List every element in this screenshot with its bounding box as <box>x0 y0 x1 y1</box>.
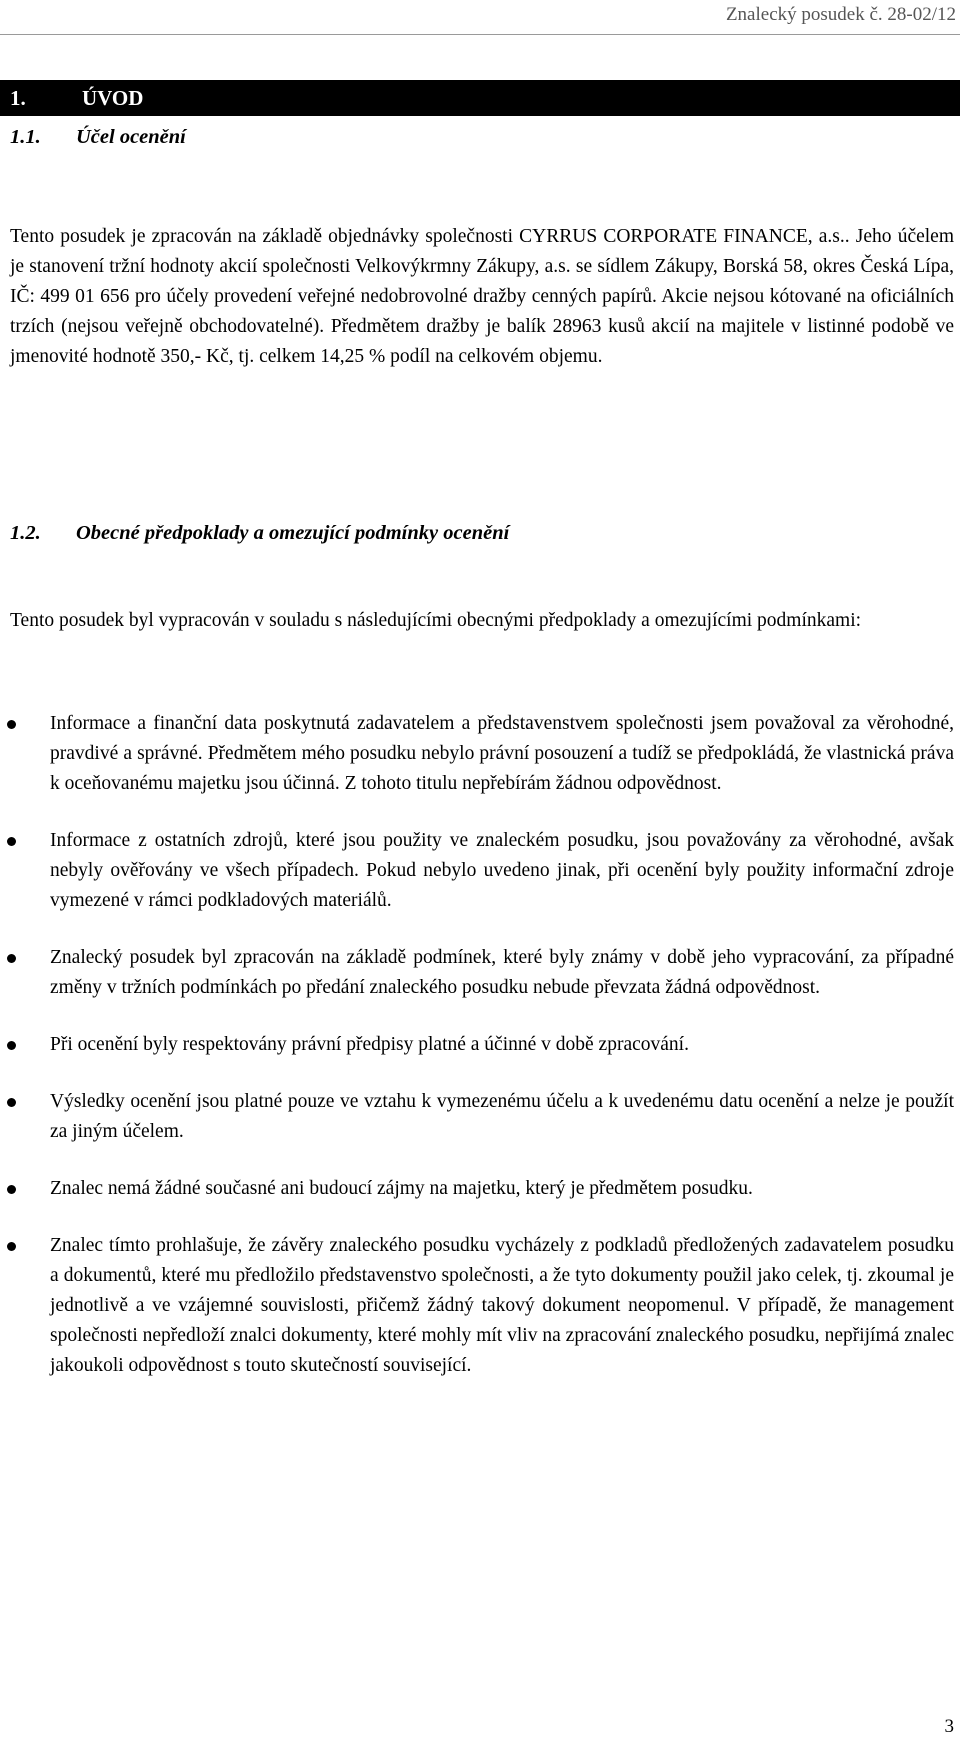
bullet-icon <box>7 837 16 846</box>
subsection-title: Obecné předpoklady a omezující podmínky ocenění <box>76 522 510 544</box>
list-item-text: Znalec nemá žádné současné ani budoucí zájmy na majetku, který je předmětem posudku. <box>50 1178 753 1199</box>
list-item-text: Výsledky ocenění jsou platné pouze ve vztahu k vymezenému účelu a k uvedenému datu ocenění a nelze je použít za jiným účelem. <box>50 1091 954 1142</box>
bullet-icon <box>7 720 16 729</box>
list-item <box>0 943 954 1003</box>
list-item-text: Při ocenění byly respektovány právní předpisy platné a účinné v době zpracování. <box>50 1034 689 1055</box>
assumptions-intro-paragraph: Tento posudek byl vypracován v souladu s následujícími obecnými předpoklady a omezujícími podmínkami: <box>10 610 862 631</box>
list-item <box>0 1087 954 1147</box>
list-item <box>0 1231 954 1381</box>
section-heading-bar <box>0 80 960 116</box>
list-item <box>0 709 954 799</box>
page-header: Znalecký posudek č. 28-02/12 <box>725 4 956 25</box>
list-item <box>0 1174 954 1204</box>
section-number: 1. <box>10 86 26 110</box>
list-item-text: Znalecký posudek byl zpracován na základě podmínek, které byly známy v době jeho vypracování, za případné změny v tržních podmínkách po předání znaleckého posudku nebude převzata žádná odpovědnost. <box>50 947 954 998</box>
subsection-title: Účel ocenění <box>76 126 186 148</box>
purpose-paragraph: Tento posudek je zpracován na základě objednávky společnosti CYRRUS CORPORATE FINANCE, a.s.. Jeho účelem je stanovení tržní hodnoty akcií společnosti Velkovýkrmny Zákupy, a.s. se sídlem Zákupy, Borská 58, okres Česká Lípa, IČ: 499 01 656 pro účely provedení veřejné nedobrovolné dražby cenných papírů. Akcie nejsou kótované na oficiálních trzích (nejsou veřejně obchodovatelné). Předmětem dražby je balík 28963 kusů akcií na majitele v listinné podobě ve jmenovité hodnotě 350,- Kč, tj. celkem 14,25 % podíl na celkovém objemu. <box>10 226 954 367</box>
section-title: ÚVOD <box>82 86 144 110</box>
list-item <box>0 1030 954 1060</box>
list-item-text: Informace a finanční data poskytnutá zadavatelem a představenstvem společnosti jsem považoval za věrohodné, pravdivé a správné. Předmětem mého posudku nebylo právní posouzení a tudíž se předpokládá, že vlastnická práva k oceňovanému majetku jsou účinná. Z tohoto titulu nepřebírám žádnou odpovědnost. <box>50 713 954 794</box>
subsection-heading-2 <box>10 522 509 545</box>
assumptions-list <box>0 709 960 1408</box>
bullet-icon <box>7 1242 16 1251</box>
list-item-text: Znalec tímto prohlašuje, že závěry znaleckého posudku vycházely z podkladů předložených zadavatelem posudku a dokumentů, které mu předložilo představenstvo společnosti, a že tyto dokumenty použil jako celek, tj. zkoumal je jednotlivě a ve vzájemné souvislosti, přičemž žádný takový dokument neopomenul. V případě, že management společnosti nepředloží znalci dokumenty, které mohly mít vliv na zpracování znaleckého posudku, nepřijímá znalec jakoukoli odpovědnost s touto skutečností související. <box>50 1235 954 1376</box>
subsection-number: 1.1. <box>10 126 41 148</box>
list-item <box>0 826 954 916</box>
header-divider <box>0 34 960 35</box>
bullet-icon <box>7 1098 16 1107</box>
list-item-text: Informace z ostatních zdrojů, které jsou použity ve znaleckém posudku, jsou považovány za věrohodné, avšak nebyly ověřovány ve všech případech. Pokud nebylo uvedeno jinak, při ocenění byly použity informační zdroje vymezené v rámci podkladových materiálů. <box>50 830 954 911</box>
page-number: 3 <box>944 1716 954 1737</box>
subsection-number: 1.2. <box>10 522 41 544</box>
bullet-icon <box>7 1041 16 1050</box>
subsection-heading-1 <box>10 126 186 149</box>
bullet-icon <box>7 954 16 963</box>
bullet-icon <box>7 1185 16 1194</box>
